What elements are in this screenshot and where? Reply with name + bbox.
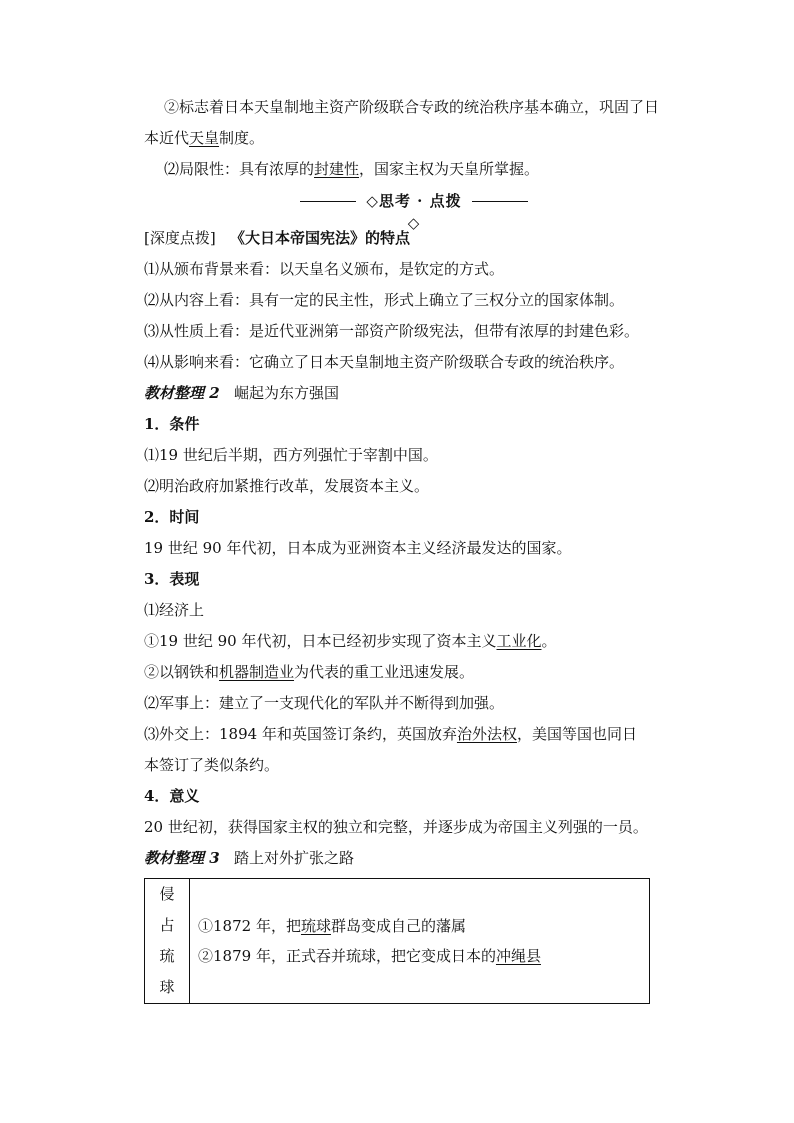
underlined-term: 冲绳县 (495, 947, 541, 965)
divider-rule-left (300, 201, 356, 202)
underlined-term: 封建性 (314, 160, 360, 178)
sub-heading: 2．时间 (144, 508, 200, 526)
paragraph-line: ②标志着日本天皇制地主资产阶级联合专政的统治秩序基本确立，巩固了日 (164, 98, 660, 116)
table-cell-line: ①1872 年，把琉球群岛变成自己的藩属 (198, 917, 466, 935)
table-row-header: 侵 占 琉 球 (145, 879, 190, 1004)
underlined-term: 机器制造业 (219, 663, 295, 681)
sub-heading: 1．条件 (144, 415, 200, 433)
divider-title: ◇思考 · 点拨◇ (366, 192, 462, 232)
section-heading: 教材整理 2 崛起为东方强国 (144, 384, 339, 402)
paragraph-line: ⑴经济上 (144, 601, 205, 619)
expansion-table (144, 878, 650, 1004)
sub-heading: 3．表现 (144, 570, 200, 588)
paragraph-line: ⑴从颁布背景来看：以天皇名义颁布，是钦定的方式。 (144, 260, 505, 278)
table-cell-line: ②1879 年，正式吞并琉球，把它变成日本的冲绳县 (198, 947, 541, 965)
paragraph-line: ①19 世纪 90 年代初，日本已经初步实现了资本主义工业化。 (144, 632, 557, 650)
divider-rule-right (472, 201, 528, 202)
sub-heading: 4．意义 (144, 787, 200, 805)
paragraph-line: ⑵局限性：具有浓厚的封建性，国家主权为天皇所掌握。 (164, 160, 540, 178)
paragraph-line: ⑵从内容上看：具有一定的民主性，形式上确立了三权分立的国家体制。 (144, 291, 625, 309)
section-heading: 教材整理 3 踏上对外扩张之路 (144, 849, 354, 867)
underlined-term: 琉球 (300, 917, 331, 935)
section-divider (300, 190, 528, 232)
underlined-term: 治外法权 (456, 725, 517, 743)
table-row (145, 879, 650, 1004)
paragraph-line: ⑷从影响来看：它确立了日本天皇制地主资产阶级联合专政的统治秩序。 (144, 353, 625, 371)
paragraph-line: 19 世纪 90 年代初，日本成为亚洲资本主义经济最发达的国家。 (144, 539, 572, 557)
paragraph-line: 20 世纪初，获得国家主权的独立和完整，并逐步成为帝国主义列强的一员。 (144, 818, 648, 836)
paragraph-line: 本近代天皇制度。 (144, 129, 265, 147)
table-cell (190, 879, 650, 1004)
paragraph-line: ⑵明治政府加紧推行改革，发展资本主义。 (144, 477, 430, 495)
paragraph-line: ⑶外交上：1894 年和英国签订条约，英国放弃治外法权，美国等国也同日 (144, 725, 637, 743)
underlined-term: 天皇 (189, 129, 220, 147)
paragraph-line: ②以钢铁和机器制造业为代表的重工业迅速发展。 (144, 663, 475, 681)
paragraph-line: ⑴19 世纪后半期，西方列强忙于宰割中国。 (144, 446, 438, 464)
paragraph-line: 本签订了类似条约。 (144, 756, 280, 774)
paragraph-line: ⑶从性质上看：是近代亚洲第一部资产阶级宪法，但带有浓厚的封建色彩。 (144, 322, 640, 340)
depth-heading: [深度点拨] 《大日本帝国宪法》的特点 (144, 229, 411, 247)
underlined-term: 工业化 (496, 632, 542, 650)
paragraph-line: ⑵军事上：建立了一支现代化的军队并不断得到加强。 (144, 694, 505, 712)
